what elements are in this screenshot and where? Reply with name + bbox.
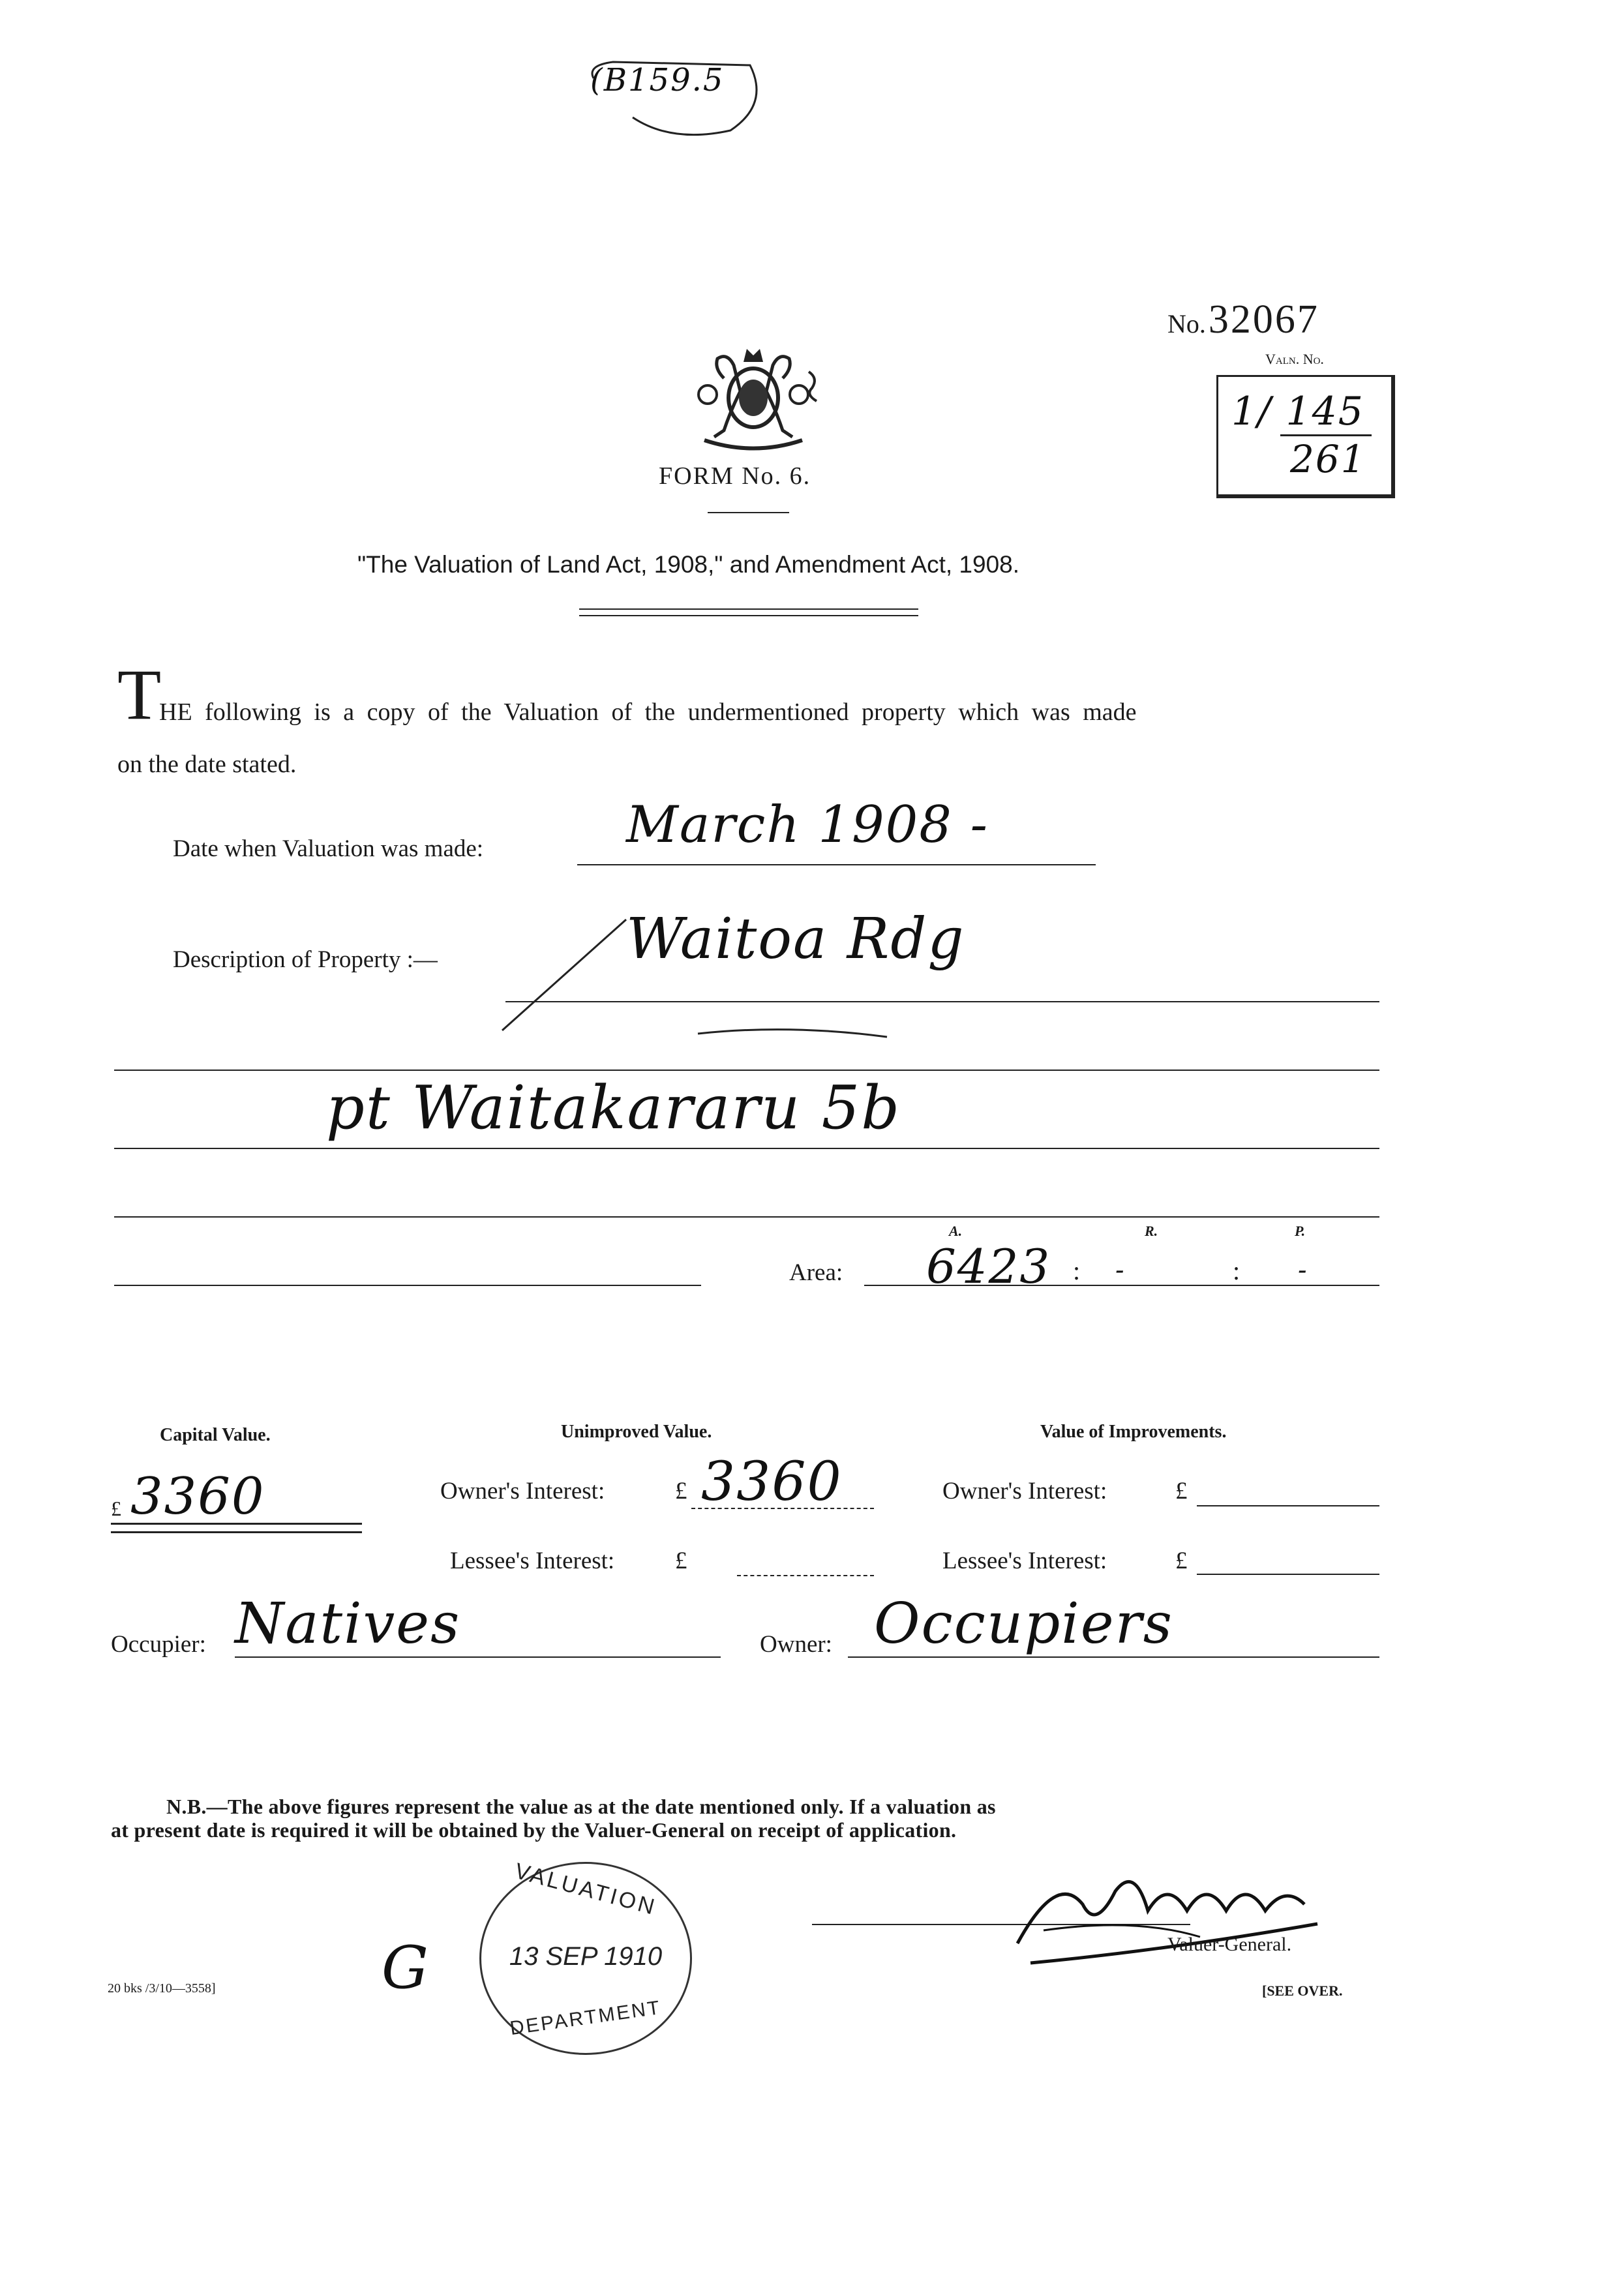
valn-label: Valn. No. — [1265, 351, 1324, 367]
area-roods-value: - — [1115, 1255, 1126, 1285]
capital-value-double-rule — [111, 1523, 362, 1533]
owner-rule — [848, 1656, 1379, 1658]
area-perches-head: P. — [1295, 1223, 1306, 1239]
unimproved-owners-label: Owner's Interest: — [440, 1478, 605, 1505]
valn-divider — [1280, 434, 1372, 436]
improvements-owners-rule — [1197, 1505, 1379, 1506]
intro-line-2: on the date stated. — [117, 751, 297, 778]
form-number-prefix: No. — [1167, 309, 1206, 338]
area-perches-value: - — [1298, 1255, 1308, 1285]
stamp-top-text: VALUATION — [512, 1858, 660, 1921]
unimproved-lessees-label: Lessee's Interest: — [450, 1548, 615, 1574]
unimproved-value-heading: Unimproved Value. — [561, 1422, 712, 1442]
reference-note-circle — [574, 52, 770, 143]
description-line-2-rule — [114, 1070, 1379, 1071]
unimproved-lessees-currency: £ — [675, 1548, 687, 1574]
unimproved-owners-rule — [691, 1508, 874, 1509]
occupier-rule — [235, 1656, 721, 1658]
description-label: Description of Property :— — [173, 946, 438, 973]
area-roods-head: R. — [1145, 1223, 1158, 1239]
valn-top: 1/ 145 — [1231, 389, 1364, 434]
occupier-value: Natives — [235, 1591, 461, 1656]
description-line-2: pt Waitakararu 5b — [326, 1073, 901, 1143]
description-flourish — [496, 906, 659, 1037]
date-valuation-line — [577, 864, 1096, 865]
intro-drop-cap: T — [117, 655, 162, 734]
act-title-rule — [579, 608, 918, 616]
act-title: "The Valuation of Land Act, 1908," and Amendment Act, 1908. — [357, 551, 1020, 578]
print-code: 20 bks /3/10—3558] — [108, 1981, 216, 1996]
area-left-rule — [114, 1285, 701, 1286]
capital-value-heading: Capital Value. — [160, 1425, 271, 1445]
capital-value-currency: £ — [111, 1497, 121, 1520]
form-title-rule — [708, 512, 789, 513]
area-right-rule — [864, 1285, 1379, 1286]
valn-box — [1216, 375, 1395, 498]
stamp-bottom-text: DEPARTMENT — [508, 1996, 663, 2040]
improvements-heading: Value of Improvements. — [1040, 1422, 1227, 1442]
stamp-date: 13 SEP 1910 — [509, 1942, 663, 1971]
date-valuation-value: March 1908 - — [626, 796, 989, 854]
nb-line-1: N.B.—The above figures represent the value as at the date mentioned only. If a valuation as — [166, 1795, 996, 1818]
handwritten-initials: G — [382, 1934, 430, 2002]
valuation-department-stamp — [479, 1858, 692, 2055]
description-line-1: Waitoa Rdg — [626, 906, 965, 972]
occupier-label: Occupier: — [111, 1631, 206, 1658]
area-sep-2: : — [1233, 1256, 1241, 1285]
date-valuation-label: Date when Valuation was made: — [173, 835, 484, 862]
form-number-value: 32067 — [1208, 297, 1319, 342]
see-over-note: [SEE OVER. — [1262, 1983, 1343, 1999]
unimproved-owners-currency: £ — [675, 1478, 687, 1505]
description-underline-mark — [691, 1017, 900, 1050]
area-sep-1: : — [1073, 1256, 1081, 1285]
description-line-4-rule — [114, 1216, 1379, 1218]
intro-line-1: HE following is a copy of the Valuation of the undermentioned property which was made — [159, 698, 1137, 726]
nb-line-2: at present date is required it will be obtained by the Valuer-General on receipt of application. — [111, 1818, 957, 1842]
valuer-general-label: Valuer-General. — [1167, 1934, 1292, 1955]
improvements-lessees-label: Lessee's Interest: — [942, 1548, 1107, 1574]
reference-note: (B159.5 — [590, 62, 725, 98]
unimproved-owners-value: 3360 — [701, 1451, 843, 1513]
valuer-general-signature — [1004, 1852, 1344, 1983]
area-label: Area: — [789, 1259, 843, 1286]
owner-value: Occupiers — [874, 1591, 1173, 1656]
capital-value-amount: 3360 — [130, 1467, 265, 1526]
improvements-lessees-rule — [1197, 1574, 1379, 1575]
owner-label: Owner: — [760, 1631, 832, 1658]
improvements-owners-currency: £ — [1175, 1478, 1188, 1505]
form-title: FORM No. 6. — [659, 462, 811, 490]
improvements-owners-label: Owner's Interest: — [942, 1478, 1107, 1505]
area-acres-value: 6423 — [926, 1239, 1051, 1294]
area-acres-head: A. — [949, 1223, 963, 1239]
improvements-lessees-currency: £ — [1175, 1548, 1188, 1574]
form-number — [1167, 297, 1319, 343]
coat-of-arms-emblem — [678, 333, 828, 457]
description-line-3-rule — [114, 1148, 1379, 1149]
valn-bottom: 261 — [1290, 437, 1366, 481]
unimproved-lessees-rule — [737, 1575, 874, 1576]
